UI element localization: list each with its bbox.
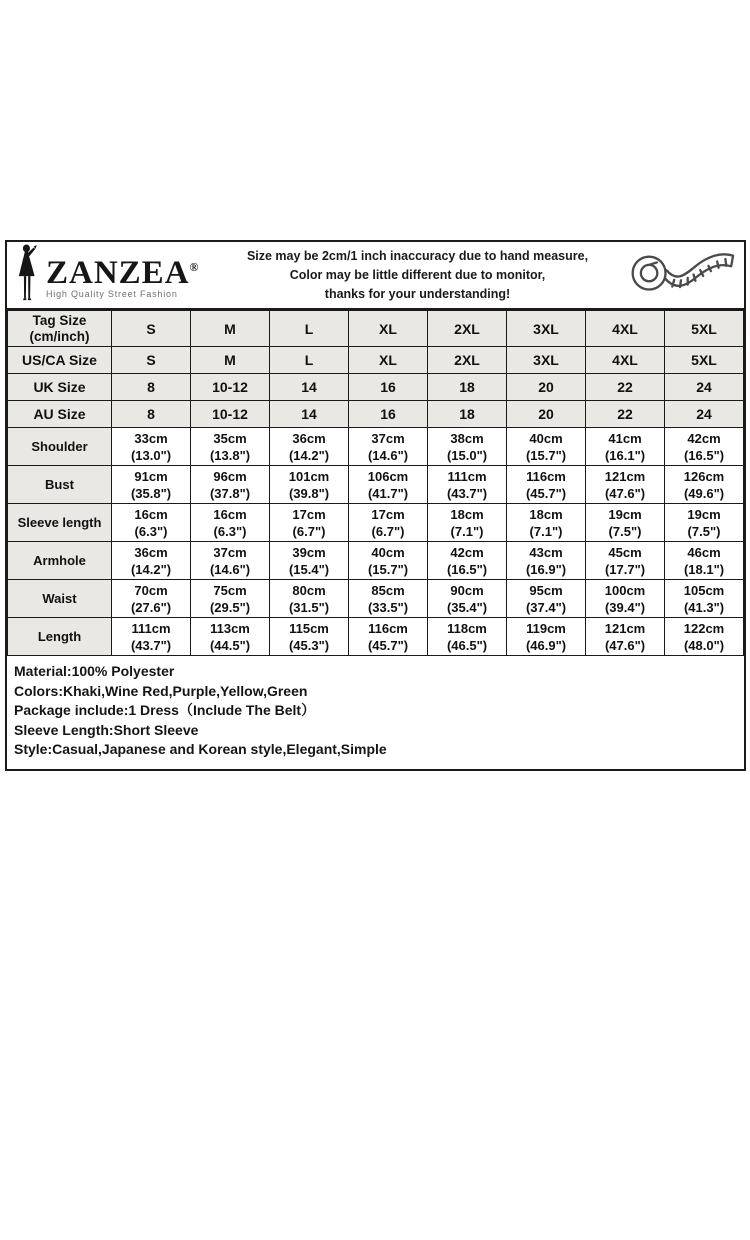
- measure-inch: (7.5"): [687, 523, 721, 539]
- brand-tagline: High Quality Street Fashion: [46, 288, 178, 299]
- measure-cell: [270, 466, 349, 504]
- size-cell: 2XL: [428, 311, 507, 347]
- measure-cm: 36cm: [134, 544, 168, 560]
- size-cell: 8: [112, 374, 191, 401]
- measure-cm: 70cm: [134, 582, 168, 598]
- measure-cm: 17cm: [371, 506, 405, 522]
- measure-cell: [349, 618, 428, 656]
- measure-cm: 106cm: [367, 468, 409, 484]
- size-cell: 20: [507, 401, 586, 428]
- size-cell: S: [112, 311, 191, 347]
- row-label-line: (cm/inch): [29, 328, 90, 344]
- measure-inch: (17.7"): [604, 561, 646, 577]
- measure-cell: [665, 466, 744, 504]
- measure-inch: (13.8"): [209, 447, 251, 463]
- row-label-line: Tag Size: [32, 312, 87, 328]
- row-label: Armhole: [8, 542, 112, 580]
- detail-line-colors: Colors:Khaki,Wine Red,Purple,Yellow,Green: [14, 682, 308, 699]
- measure-inch: (7.1"): [529, 523, 563, 539]
- size-cell: 3XL: [507, 347, 586, 374]
- size-chart-table: [7, 310, 744, 656]
- size-cell: 22: [586, 401, 665, 428]
- size-cell: XL: [349, 311, 428, 347]
- measuring-tape-icon: [616, 247, 744, 303]
- size-cell: 4XL: [586, 311, 665, 347]
- size-cell: 14: [270, 374, 349, 401]
- table-row-tag-size: [8, 311, 744, 347]
- measure-cell: [586, 466, 665, 504]
- measure-cell: [665, 618, 744, 656]
- measure-cm: 115cm: [289, 620, 329, 636]
- row-label: Sleeve length: [8, 504, 112, 542]
- measure-cell: [507, 504, 586, 542]
- measure-inch: (15.0"): [446, 447, 488, 463]
- measure-cell: [191, 580, 270, 618]
- table-row-measure: [8, 618, 744, 656]
- size-cell: 20: [507, 374, 586, 401]
- size-cell: S: [112, 347, 191, 374]
- size-cell: 22: [586, 374, 665, 401]
- measure-cm: 42cm: [450, 544, 484, 560]
- measure-cm: 105cm: [683, 582, 725, 598]
- measure-cm: 16cm: [213, 506, 247, 522]
- measure-cell: [191, 542, 270, 580]
- product-details: [7, 656, 744, 769]
- table-row-size: [8, 347, 744, 374]
- measure-cm: 111cm: [131, 620, 171, 636]
- size-cell: 3XL: [507, 311, 586, 347]
- measure-cell: [586, 618, 665, 656]
- measure-cell: [349, 428, 428, 466]
- measure-cell: [586, 580, 665, 618]
- measure-cm: 18cm: [450, 506, 484, 522]
- measure-cell: [270, 504, 349, 542]
- measure-cm: 19cm: [687, 506, 721, 522]
- woman-silhouette-icon: [12, 244, 44, 307]
- measure-cm: 95cm: [529, 582, 563, 598]
- measure-inch: (16.1"): [604, 447, 646, 463]
- measure-inch: (45.3"): [288, 637, 330, 653]
- measure-cm: 116cm: [368, 620, 408, 636]
- measure-cm: 126cm: [683, 468, 725, 484]
- measure-cm: 41cm: [608, 430, 642, 446]
- measure-cm: 90cm: [450, 582, 484, 598]
- size-cell: 2XL: [428, 347, 507, 374]
- notice-line: Color may be little different due to monitor,: [289, 267, 546, 282]
- measure-cell: [112, 580, 191, 618]
- measure-cell: [191, 618, 270, 656]
- measure-inch: (43.7"): [130, 637, 172, 653]
- measure-cm: 46cm: [687, 544, 721, 560]
- measure-inch: (14.2"): [288, 447, 330, 463]
- size-cell: L: [270, 311, 349, 347]
- measure-inch: (45.7"): [367, 637, 409, 653]
- measure-cell: [112, 542, 191, 580]
- size-chart-sheet: [5, 240, 746, 771]
- row-label: Shoulder: [8, 428, 112, 466]
- measure-inch: (6.3"): [134, 523, 168, 539]
- brand-logo: [7, 244, 219, 307]
- size-cell: 10-12: [191, 401, 270, 428]
- size-cell: L: [270, 347, 349, 374]
- measure-cm: 111cm: [447, 468, 487, 484]
- measure-cm: 37cm: [371, 430, 405, 446]
- measure-inch: (33.5"): [367, 599, 409, 615]
- size-cell: 16: [349, 374, 428, 401]
- table-row-measure: [8, 466, 744, 504]
- measure-cm: 100cm: [604, 582, 646, 598]
- measure-inch: (16.5"): [683, 447, 725, 463]
- size-cell: 5XL: [665, 347, 744, 374]
- measure-cm: 39cm: [292, 544, 326, 560]
- table-row-measure: [8, 580, 744, 618]
- measure-inch: (47.6"): [604, 485, 646, 501]
- size-notice: [219, 247, 616, 304]
- measure-cell: [586, 542, 665, 580]
- measure-cell: [665, 504, 744, 542]
- measure-inch: (43.7"): [446, 485, 488, 501]
- detail-line-material: Material:100% Polyester: [14, 663, 175, 679]
- row-label: US/CA Size: [8, 347, 112, 374]
- measure-cell: [665, 542, 744, 580]
- measure-cell: [349, 580, 428, 618]
- registered-trademark-symbol: ®: [189, 259, 199, 274]
- measure-cell: [112, 466, 191, 504]
- size-cell: 18: [428, 401, 507, 428]
- measure-cm: 17cm: [292, 506, 326, 522]
- measure-inch: (35.4"): [446, 599, 488, 615]
- detail-line-style: Style:Casual,Japanese and Korean style,Elegant,Simple: [14, 741, 387, 757]
- size-cell: M: [191, 311, 270, 347]
- size-cell: 5XL: [665, 311, 744, 347]
- table-row-size: [8, 374, 744, 401]
- measure-cm: 85cm: [371, 582, 405, 598]
- measure-cm: 96cm: [213, 468, 247, 484]
- measure-cell: [270, 428, 349, 466]
- detail-line-sleeve-length: Sleeve Length:Short Sleeve: [14, 721, 199, 738]
- detail-line-package: Package include:1 Dress（Include The Belt）: [14, 702, 316, 718]
- measure-cm: 118cm: [447, 620, 487, 636]
- measure-inch: (15.4"): [288, 561, 330, 577]
- measure-cm: 16cm: [134, 506, 168, 522]
- size-cell: 24: [665, 401, 744, 428]
- measure-cell: [507, 542, 586, 580]
- brand-name: [46, 252, 199, 291]
- measure-cell: [270, 580, 349, 618]
- size-cell: 24: [665, 374, 744, 401]
- brand-wordmark: ZANZEA: [46, 254, 190, 291]
- measure-cm: 18cm: [529, 506, 563, 522]
- row-label: Length: [8, 618, 112, 656]
- measure-cm: 40cm: [529, 430, 563, 446]
- measure-inch: (46.9"): [525, 637, 567, 653]
- measure-inch: (7.5"): [608, 523, 642, 539]
- measure-inch: (18.1"): [683, 561, 725, 577]
- size-cell: 18: [428, 374, 507, 401]
- size-cell: XL: [349, 347, 428, 374]
- measure-cell: [112, 428, 191, 466]
- measure-inch: (29.5"): [209, 599, 251, 615]
- measure-inch: (6.7"): [292, 523, 326, 539]
- measure-cell: [428, 428, 507, 466]
- measure-cell: [349, 542, 428, 580]
- measure-cell: [428, 580, 507, 618]
- measure-inch: (16.5"): [446, 561, 488, 577]
- measure-cell: [665, 428, 744, 466]
- measure-inch: (6.3"): [213, 523, 247, 539]
- measure-cm: 75cm: [213, 582, 247, 598]
- measure-cm: 38cm: [450, 430, 484, 446]
- measure-cell: [586, 428, 665, 466]
- measure-cell: [428, 466, 507, 504]
- measure-cell: [665, 580, 744, 618]
- measure-cm: 119cm: [526, 620, 566, 636]
- measure-inch: (41.3"): [683, 599, 725, 615]
- measure-cm: 121cm: [604, 468, 646, 484]
- size-cell: 14: [270, 401, 349, 428]
- measure-inch: (31.5"): [288, 599, 330, 615]
- measure-inch: (39.8"): [288, 485, 330, 501]
- measure-inch: (14.6"): [209, 561, 251, 577]
- measure-cell: [428, 542, 507, 580]
- table-row-measure: [8, 504, 744, 542]
- measure-cell: [507, 618, 586, 656]
- measure-inch: (27.6"): [130, 599, 172, 615]
- measure-inch: (48.0"): [683, 637, 725, 653]
- notice-line: thanks for your understanding!: [324, 286, 511, 301]
- measure-inch: (15.7"): [525, 447, 567, 463]
- size-cell: 10-12: [191, 374, 270, 401]
- row-label: Bust: [8, 466, 112, 504]
- measure-inch: (14.2"): [130, 561, 172, 577]
- measure-inch: (39.4"): [604, 599, 646, 615]
- measure-cell: [270, 542, 349, 580]
- row-label: AU Size: [8, 401, 112, 428]
- measure-cell: [112, 504, 191, 542]
- measure-inch: (44.5"): [209, 637, 251, 653]
- measure-cell: [507, 580, 586, 618]
- measure-cm: 91cm: [134, 468, 168, 484]
- measure-cm: 40cm: [371, 544, 405, 560]
- size-table-body: [8, 311, 744, 656]
- measure-inch: (6.7"): [371, 523, 405, 539]
- measure-cm: 113cm: [210, 620, 250, 636]
- measure-cell: [507, 428, 586, 466]
- measure-cm: 42cm: [687, 430, 721, 446]
- measure-cm: 35cm: [213, 430, 247, 446]
- measure-cell: [428, 618, 507, 656]
- row-label: Waist: [8, 580, 112, 618]
- measure-cell: [270, 618, 349, 656]
- size-cell: 4XL: [586, 347, 665, 374]
- measure-inch: (47.6"): [604, 637, 646, 653]
- measure-inch: (13.0"): [130, 447, 172, 463]
- measure-cm: 33cm: [134, 430, 168, 446]
- measure-inch: (16.9"): [525, 561, 567, 577]
- measure-cm: 45cm: [608, 544, 642, 560]
- brand-text-block: [46, 252, 199, 299]
- measure-inch: (49.6"): [683, 485, 725, 501]
- sheet-header: [7, 242, 744, 310]
- measure-inch: (41.7"): [367, 485, 409, 501]
- measure-cm: 122cm: [683, 620, 725, 636]
- measure-inch: (37.8"): [209, 485, 251, 501]
- table-row-measure: [8, 428, 744, 466]
- measure-cm: 116cm: [526, 468, 566, 484]
- measure-cm: 43cm: [529, 544, 563, 560]
- measure-cell: [112, 618, 191, 656]
- measure-cm: 36cm: [292, 430, 326, 446]
- measure-cm: 101cm: [288, 468, 330, 484]
- measure-cm: 80cm: [292, 582, 326, 598]
- measure-cell: [191, 466, 270, 504]
- row-label: UK Size: [8, 374, 112, 401]
- size-cell: 16: [349, 401, 428, 428]
- size-cell: 8: [112, 401, 191, 428]
- table-row-size: [8, 401, 744, 428]
- table-row-measure: [8, 542, 744, 580]
- measure-cm: 121cm: [604, 620, 646, 636]
- measure-cm: 19cm: [608, 506, 642, 522]
- notice-line: Size may be 2cm/1 inch inaccuracy due to hand measure,: [246, 248, 589, 263]
- measure-inch: (35.8"): [130, 485, 172, 501]
- size-cell: M: [191, 347, 270, 374]
- measure-inch: (7.1"): [450, 523, 484, 539]
- measure-inch: (45.7"): [525, 485, 567, 501]
- measure-inch: (46.5"): [446, 637, 488, 653]
- measure-inch: (37.4"): [525, 599, 567, 615]
- measure-cell: [507, 466, 586, 504]
- measure-cell: [428, 504, 507, 542]
- measure-cell: [349, 466, 428, 504]
- row-label-tag-size: [8, 311, 112, 347]
- measure-cell: [191, 428, 270, 466]
- measure-cell: [349, 504, 428, 542]
- measure-inch: (15.7"): [367, 561, 409, 577]
- measure-cell: [191, 504, 270, 542]
- measure-inch: (14.6"): [367, 447, 409, 463]
- measure-cell: [586, 504, 665, 542]
- measure-cm: 37cm: [213, 544, 247, 560]
